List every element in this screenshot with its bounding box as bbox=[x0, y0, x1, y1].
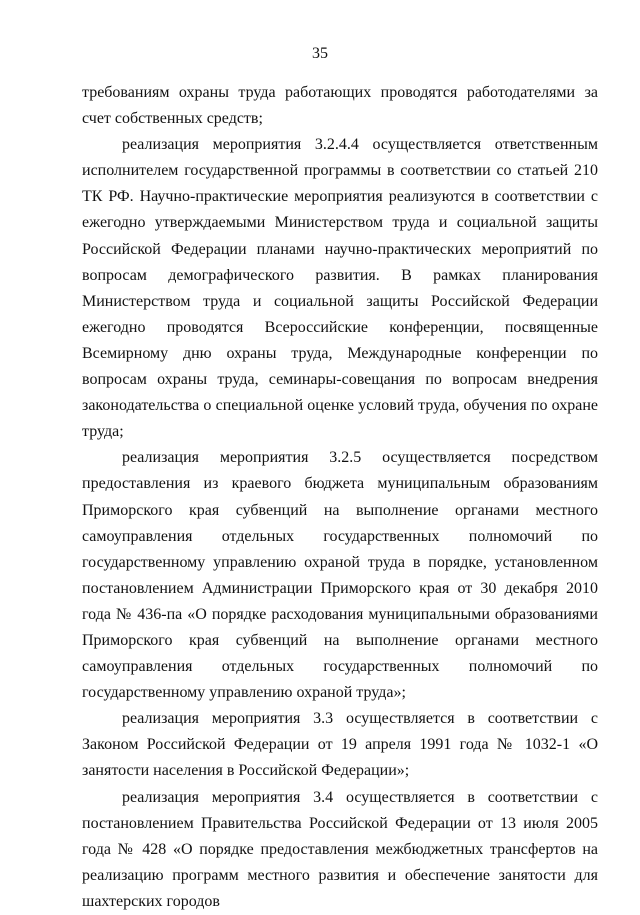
document-body bbox=[82, 80, 598, 915]
page-number: 35 bbox=[312, 45, 328, 62]
paragraph-2: реализация мероприятия 3.2.4.4 осуществляется ответственным исполнителем государственной программы в соответствии со статьей 210 ТК РФ. Научно-практические мероприятия реализуются в соответствии с ежегодно утверждаемыми Министерством труда и социальной защиты Российской Федерации планами научно-практических мероприятий по вопросам демографического развития. В рамках планирования Министерством труда и социальной защиты Российской Федерации ежегодно проводятся Всероссийские конференции, посвященные Всемирному дню охраны труда, Международные конференции по вопросам охраны труда, семинары-совещания по вопросам внедрения законодательства о специальной оценке условий труда, обучения по охране труда; bbox=[82, 136, 598, 441]
paragraph-5: реализация мероприятия 3.4 осуществляется в соответствии с постановлением Правительства Российской Федерации от 13 июля 2005 года № 428 «О порядке предоставления межбюджетных трансфертов на реализацию программ местного развития и обеспечение занятости для шахтерских городов bbox=[82, 788, 598, 910]
paragraph-3: реализация мероприятия 3.2.5 осуществляется посредством предоставления из краевого бюджета муниципальным образованиям Приморского края субвенций на выполнение органами местного самоуправления отдельных государственных полномочий по государственному управлению охраной труда в порядке, установленном постановлением Администрации Приморского края от 30 декабря 2010 года № 436-па «О порядке расходования муниципальными образованиями Приморского края субвенций на выполнение органами местного самоуправления отдельных государственных полномочий по государственному управлению охраной труда»; bbox=[82, 449, 598, 702]
paragraph-1: требованиям охраны труда работающих проводятся работодателями за счет собственных средств; bbox=[82, 84, 598, 128]
paragraph-4: реализация мероприятия 3.3 осуществляется в соответствии с Законом Российской Федерации от 19 апреля 1991 года № 1032-1 «О занятости населения в Российской Федерации»; bbox=[82, 710, 598, 780]
